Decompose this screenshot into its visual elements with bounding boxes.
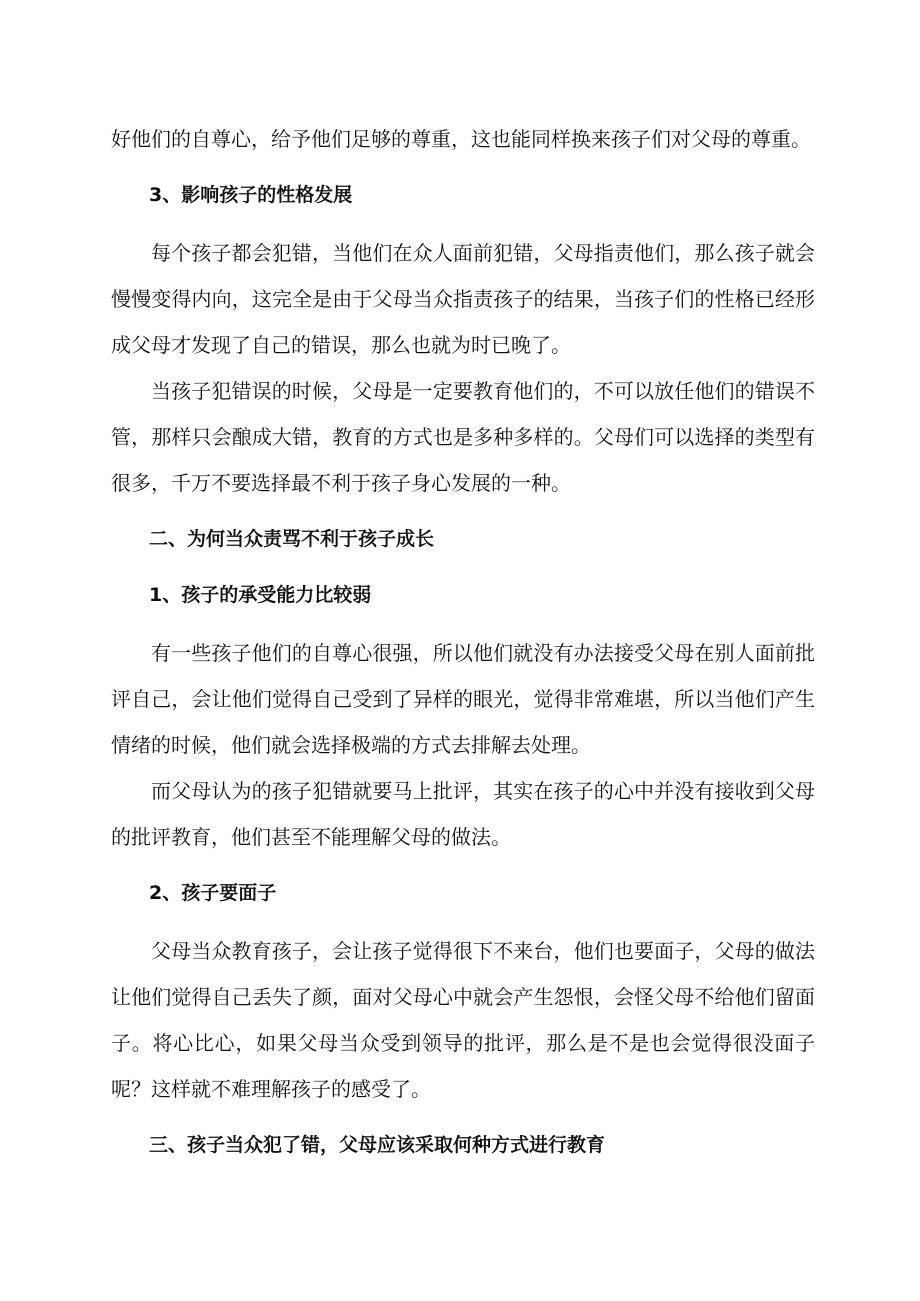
paragraph: 每个孩子都会犯错，当他们在众人面前犯错，父母指责他们，那么孩子就会慢慢变得内向，这完全是由于父母当众指责孩子的结果，当孩子们的性格已经形成父母才发现了自己的错误，那么也就为时已晚了。: [111, 241, 815, 357]
paragraph: 父母当众教育孩子，会让孩子觉得很下不来台，他们也要面子，父母的做法让他们觉得自己丢失了颜，面对父母心中就会产生怨恨，会怪父母不给他们留面子。将心比心，如果父母当众受到领导的批评，那么是不是也会觉得很没面子呢？这样就不难理解孩子的感受了。: [111, 939, 815, 1101]
paragraph: 当孩子犯错误的时候，父母是一定要教育他们的，不可以放任他们的错误不管，那样只会酿成大错，教育的方式也是多种多样的。父母们可以选择的类型有很多，千万不要选择最不利于孩子身心发展的一种。: [111, 379, 815, 495]
paragraph: 有一些孩子他们的自尊心很强，所以他们就没有办法接受父母在别人面前批评自己，会让他们觉得自己受到了异样的眼光，觉得非常难堪，所以当他们产生情绪的时候，他们就会选择极端的方式去排解去处理。: [111, 641, 815, 757]
chapter-heading-three: 三、孩子当众犯了错，父母应该采取何种方式进行教育: [149, 1134, 606, 1156]
chapter-heading-two: 二、为何当众责骂不利于孩子成长: [149, 528, 435, 550]
section-heading-tolerance: 1、孩子的承受能力比较弱: [149, 584, 372, 606]
section-heading-personality: 3、影响孩子的性格发展: [149, 184, 353, 206]
document-body: [111, 116, 815, 1168]
paragraph: 而父母认为的孩子犯错就要马上批评，其实在孩子的心中并没有接收到父母的批评教育，他们甚至不能理解父母的做法。: [111, 779, 815, 849]
section-heading-face: 2、孩子要面子: [149, 882, 277, 904]
paragraph-continuation: 好他们的自尊心，给予他们足够的尊重，这也能同样换来孩子们对父母的尊重。: [111, 127, 811, 151]
